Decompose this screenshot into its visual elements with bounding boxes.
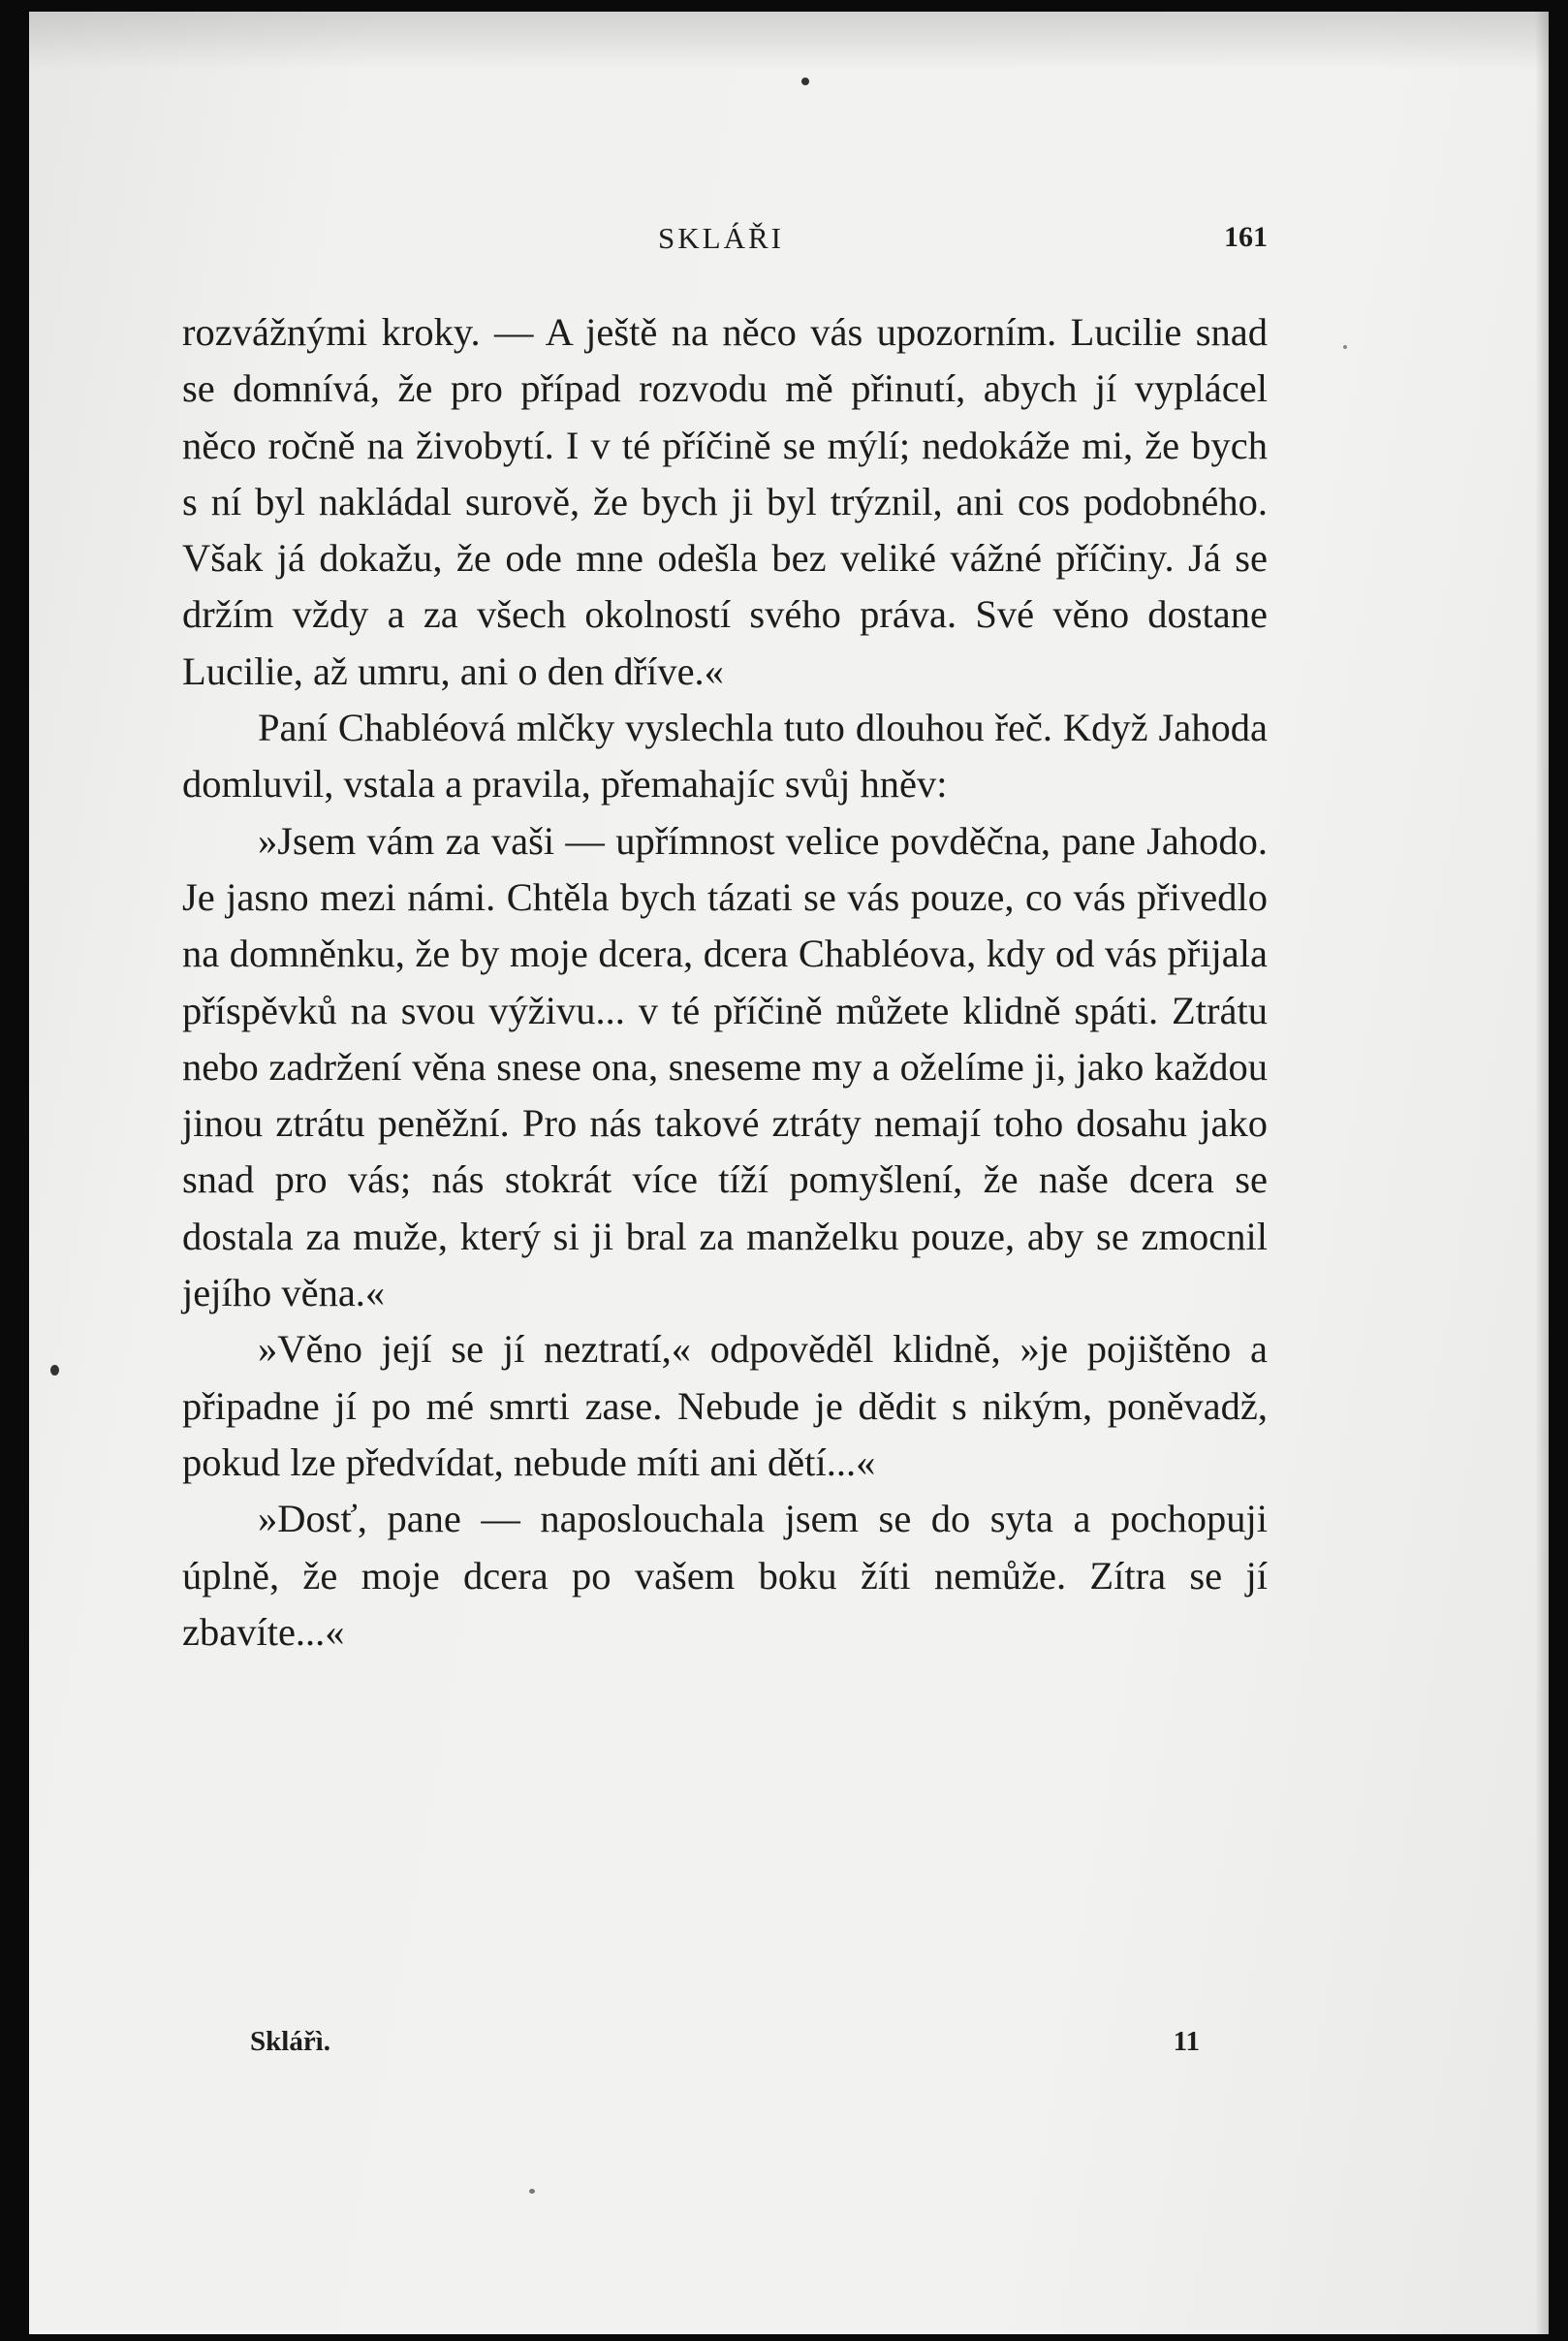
top-shadow	[29, 12, 1549, 70]
right-shadow	[1535, 12, 1549, 2334]
paragraph-3: »Jsem vám za vaši — upřímnost velice povděčna, pane Jahodo. Je jasno mezi námi. Chtěla bych tázati se vás pouze, co vás přivedlo na domněnku, že by moje dcera, dcera Chabléova, kdy od vás přijala příspěvků na svou výživu... v té příčině můžete klidně spáti. Ztrátu nebo zadržení věna snese ona, sneseme my a oželíme ji, jako každou jinou ztrátu peněžní. Pro nás takové ztráty nemají toho dosahu jako snad pro vás; nás stokrát více tíží pomyšlení, že naše dcera se dostala za muže, který si ji bral za manželku pouze, aby se zmocnil jejího věna.«	[182, 818, 1268, 1315]
speck-bottom	[529, 2189, 535, 2194]
page-footer	[250, 2026, 1200, 2074]
paragraph-5: »Dosť, pane — naposlouchala jsem se do syta a pochopuji úplně, že moje dcera po vašem boku žíti nemůže. Zítra se jí zbavíte...«	[182, 1497, 1268, 1654]
page-header	[174, 221, 1268, 269]
speck-top	[801, 78, 809, 85]
paper-sheet	[29, 12, 1549, 2334]
paragraph-4: »Věno její se jí neztratí,« odpověděl klidně, »je pojištěno a připadne jí po mé smrti zase. Nebude je dědit s nikým, poněvadž, pokud lze předvídat, nebude míti ani dětí...«	[182, 1327, 1268, 1484]
paragraph-1: rozvážnými kroky. — A ještě na něco vás upozorním. Lucilie snad se domnívá, že pro případ rozvodu mě přinutí, abych jí vyplácel něco ročně na živobytí. I v té příčině se mýlí; nedokáže mi, že bych s ní byl nakládal surově, že bych ji byl trýznil, ani cos podobného. Však já dokažu, že ode mne odešla bez veliké vážné příčiny. Já se držím vždy a za všech okolností svého práva. Své věno dostane Lucilie, až umru, ani o den dříve.«	[182, 310, 1268, 693]
speck-right	[1343, 345, 1347, 349]
body-text	[182, 304, 1268, 1661]
signature-mark: Sklářì.	[250, 2026, 330, 2057]
running-title: SKLÁŘI	[658, 221, 784, 255]
signature-number: 11	[1173, 2026, 1200, 2057]
page-number: 161	[1224, 221, 1268, 253]
speck-left	[50, 1365, 59, 1376]
paragraph-2: Paní Chabléová mlčky vyslechla tuto dlouhou řeč. Když Jahoda domluvil, vstala a pravila, přemahajíc svůj hněv:	[182, 706, 1268, 807]
